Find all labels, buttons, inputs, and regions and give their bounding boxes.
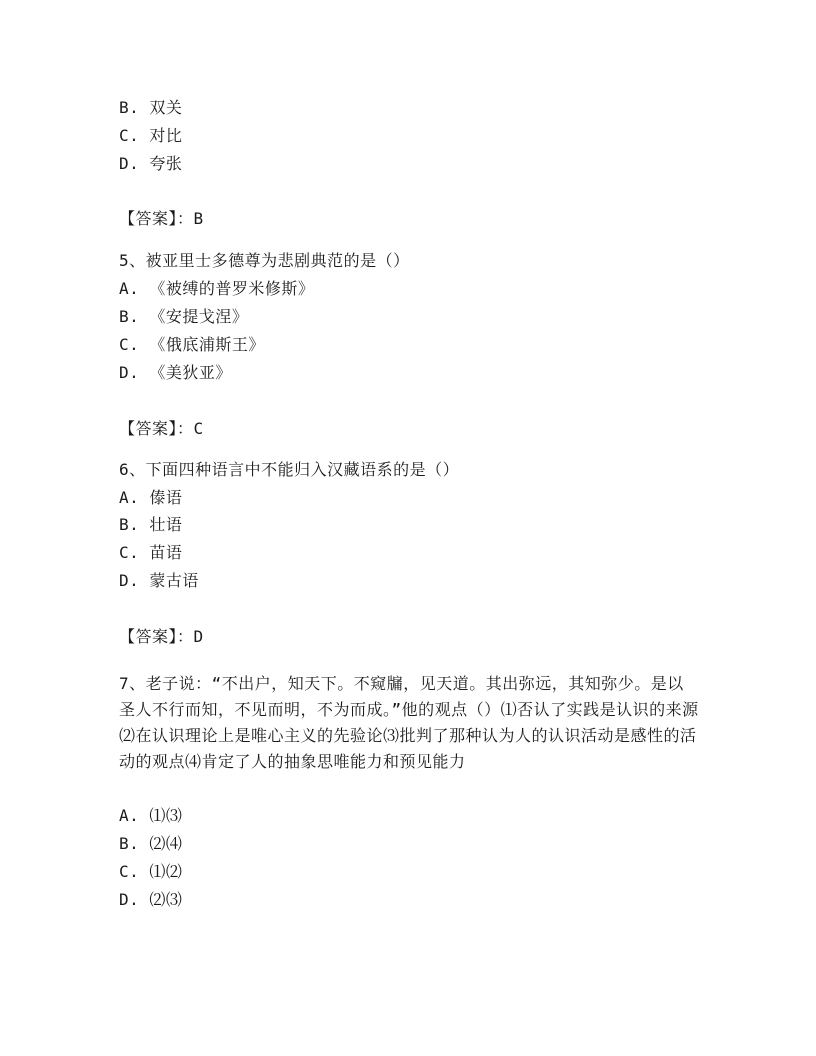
q7-option-a: A. ⑴⑶: [119, 806, 183, 825]
q7-question: 7、老子说：“不出户，知天下。不窥牖，见天道。其出弥远，其知弥少。是以圣人不行而知，不见而明，不为而成。”他的观点（）⑴否认了实践是认识的来源⑵在认识理论上是唯心主义的先验论⑶批判了那种认为人的认识活动是感性的活动的观点⑷肯定了人的抽象思唯能力和预见能力: [119, 674, 699, 771]
q4-option-c: C. 对比: [119, 126, 183, 145]
q6-option-b: B. 壮语: [119, 515, 183, 534]
q5-answer: 【答案】：C: [119, 419, 204, 438]
q5-option-a: A. 《被缚的普罗米修斯》: [119, 279, 315, 298]
q6-answer: 【答案】：D: [119, 627, 204, 646]
q5-option-d: D. 《美狄亚》: [119, 363, 232, 382]
q7-option-c: C. ⑴⑵: [119, 862, 183, 881]
q7-option-b: B. ⑵⑷: [119, 834, 183, 853]
q4-answer: 【答案】：B: [119, 209, 204, 228]
q7-option-d: D. ⑵⑶: [119, 890, 183, 909]
q5-option-b: B. 《安提戈涅》: [119, 307, 249, 326]
q6-option-c: C. 苗语: [119, 543, 183, 562]
q5-question: 5、被亚里士多德尊为悲剧典范的是（）: [119, 251, 410, 270]
q5-option-c: C. 《俄底浦斯王》: [119, 335, 265, 354]
q4-option-d: D. 夸张: [119, 154, 183, 173]
q6-option-d: D. 蒙古语: [119, 571, 199, 590]
q6-question: 6、下面四种语言中不能归入汉藏语系的是（）: [119, 460, 460, 479]
q4-option-b: B. 双关: [119, 98, 183, 117]
q6-option-a: A. 傣语: [119, 488, 183, 507]
